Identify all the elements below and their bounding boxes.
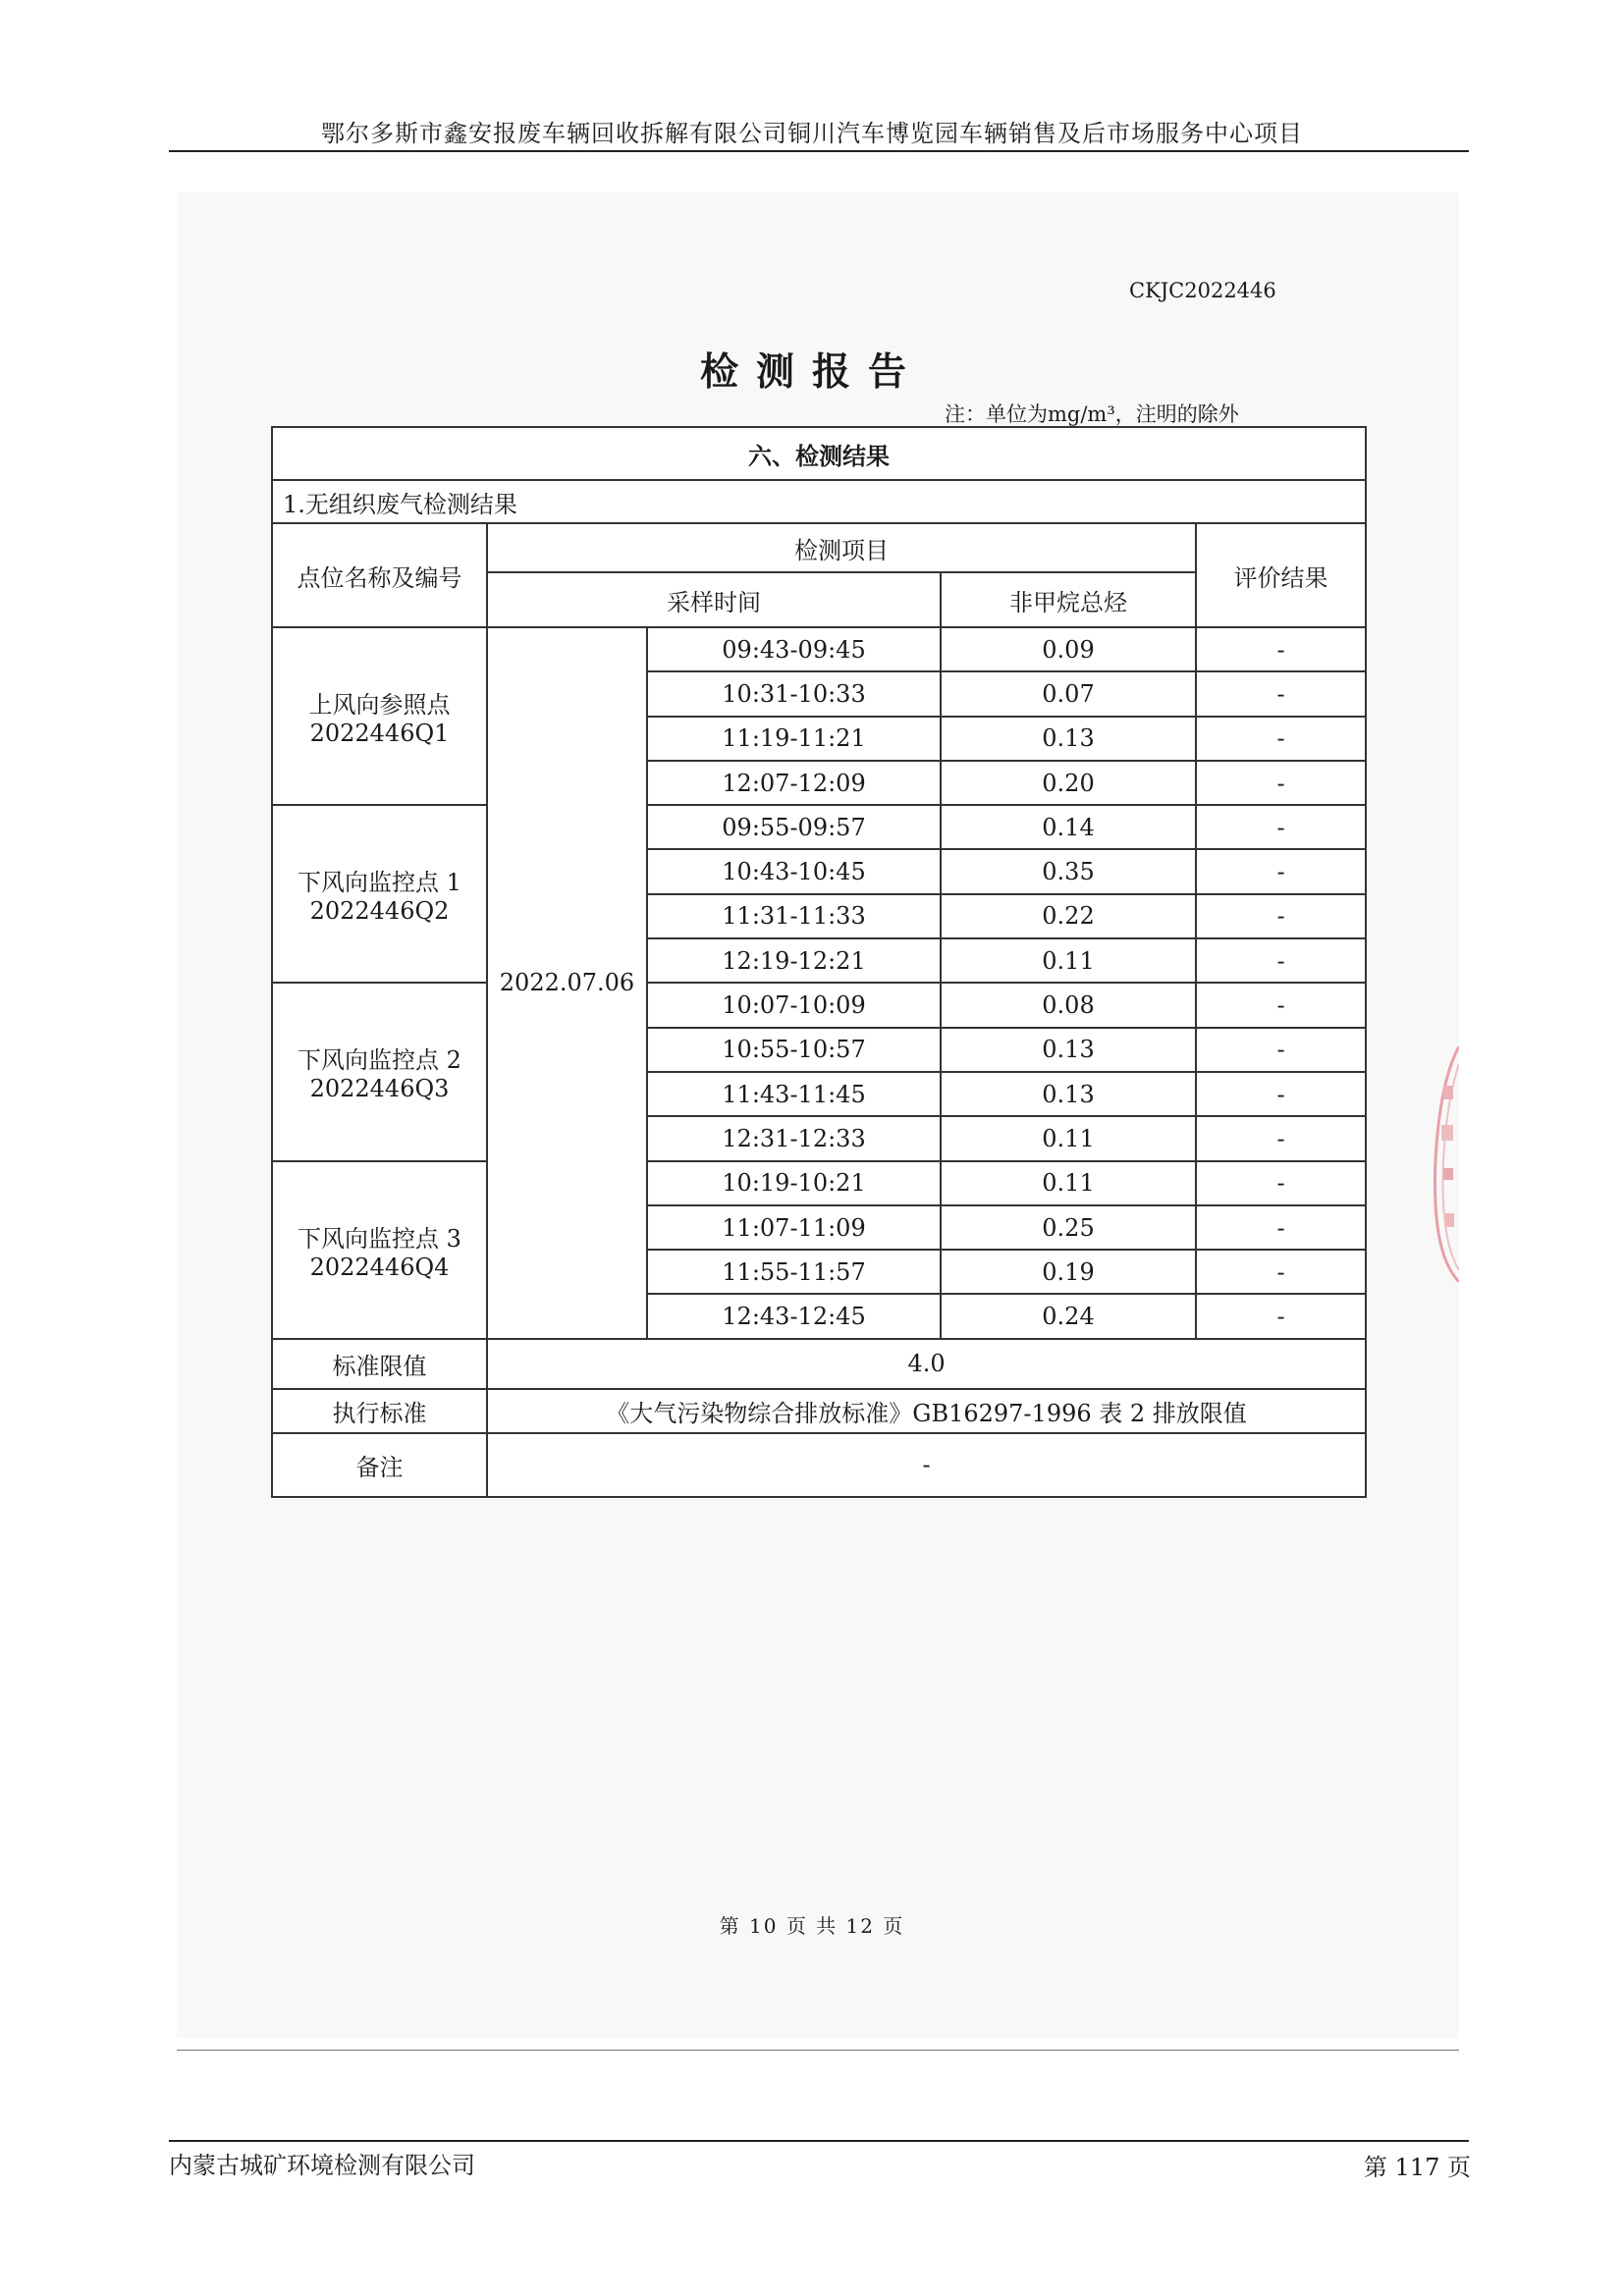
point-name-cell (272, 627, 487, 805)
evaluation-result: - (1196, 1072, 1366, 1116)
header-rule (169, 150, 1469, 152)
point-name: 上风向参照点 (308, 691, 451, 720)
subtitle-row (272, 480, 1366, 523)
evaluation-result: - (1196, 805, 1366, 849)
evaluation-result: - (1196, 849, 1366, 893)
table-row (272, 805, 1366, 849)
evaluation-result: - (1196, 983, 1366, 1027)
evaluation-result: - (1196, 671, 1366, 716)
evaluation-result: - (1196, 1161, 1366, 1205)
sample-time: 11:19-11:21 (647, 717, 941, 761)
section-title: 六、检测结果 (272, 427, 1366, 480)
standard-row (272, 1389, 1366, 1433)
nmhc-value: 0.13 (941, 1028, 1196, 1072)
sample-time: 11:55-11:57 (647, 1250, 941, 1294)
sample-time: 11:43-11:45 (647, 1072, 941, 1116)
evaluation-result: - (1196, 761, 1366, 805)
evaluation-result: - (1196, 717, 1366, 761)
header-parameter: 非甲烷总烃 (941, 572, 1196, 627)
sample-time: 10:43-10:45 (647, 849, 941, 893)
sample-time: 12:31-12:33 (647, 1116, 941, 1160)
standard-label: 执行标准 (272, 1389, 487, 1433)
header-sample-time: 采样时间 (487, 572, 941, 627)
section-title-row (272, 427, 1366, 480)
header-evaluation: 评价结果 (1196, 523, 1366, 627)
footer-page: 第 117 页 (1363, 2154, 1471, 2181)
evaluation-result: - (1196, 1205, 1366, 1250)
evaluation-result: - (1196, 1294, 1366, 1338)
sample-time: 10:07-10:09 (647, 983, 941, 1027)
point-code: 2022446Q1 (309, 720, 450, 748)
point-name: 下风向监控点 1 (298, 869, 461, 897)
evaluation-result: - (1196, 627, 1366, 671)
sample-time: 09:43-09:45 (647, 627, 941, 671)
nmhc-value: 0.11 (941, 938, 1196, 983)
results-table (271, 426, 1367, 1498)
sample-time: 10:31-10:33 (647, 671, 941, 716)
point-code: 2022446Q4 (309, 1253, 450, 1281)
nmhc-value: 0.13 (941, 717, 1196, 761)
point-code: 2022446Q2 (309, 897, 450, 926)
nmhc-value: 0.35 (941, 849, 1196, 893)
nmhc-value: 0.13 (941, 1072, 1196, 1116)
sample-time: 12:43-12:45 (647, 1294, 941, 1338)
nmhc-value: 0.19 (941, 1250, 1196, 1294)
nmhc-value: 0.24 (941, 1294, 1196, 1338)
point-name: 下风向监控点 3 (298, 1224, 461, 1253)
limit-row (272, 1339, 1366, 1389)
table-row (272, 1161, 1366, 1205)
nmhc-value: 0.11 (941, 1116, 1196, 1160)
red-seal-fragment (1432, 1046, 1459, 1282)
point-name: 下风向监控点 2 (298, 1046, 461, 1075)
report-number: CKJC2022446 (1129, 279, 1276, 302)
sample-time: 10:19-10:21 (647, 1161, 941, 1205)
point-name-cell (272, 805, 487, 983)
evaluation-result: - (1196, 894, 1366, 938)
evaluation-result: - (1196, 1250, 1366, 1294)
results-body (272, 627, 1366, 1339)
point-name-cell (272, 983, 487, 1160)
remark-value: - (487, 1433, 1366, 1497)
table-row (272, 983, 1366, 1027)
sample-time: 10:55-10:57 (647, 1028, 941, 1072)
footer-company: 内蒙古城矿环境检测有限公司 (169, 2152, 475, 2179)
report-title: 检测报告 (699, 349, 924, 395)
page-header: 鄂尔多斯市鑫安报废车辆回收拆解有限公司铜川汽车博览园车辆销售及后市场服务中心项目 (321, 120, 1303, 147)
table-row (272, 627, 1366, 671)
sample-time: 12:07-12:09 (647, 761, 941, 805)
sample-time: 12:19-12:21 (647, 938, 941, 983)
nmhc-value: 0.08 (941, 983, 1196, 1027)
scan-bottom-rule (177, 2050, 1459, 2051)
evaluation-result: - (1196, 1028, 1366, 1072)
footer-rule (169, 2140, 1469, 2142)
sample-time: 11:07-11:09 (647, 1205, 941, 1250)
header-items: 检测项目 (487, 523, 1196, 572)
evaluation-result: - (1196, 938, 1366, 983)
nmhc-value: 0.22 (941, 894, 1196, 938)
table-subtitle: 1.无组织废气检测结果 (272, 480, 1366, 523)
sample-time: 09:55-09:57 (647, 805, 941, 849)
unit-note: 注：单位为mg/m³，注明的除外 (945, 402, 1239, 426)
nmhc-value: 0.25 (941, 1205, 1196, 1250)
remark-row (272, 1433, 1366, 1497)
evaluation-result: - (1196, 1116, 1366, 1160)
nmhc-value: 0.11 (941, 1161, 1196, 1205)
header-row-1 (272, 523, 1366, 572)
sample-time: 11:31-11:33 (647, 894, 941, 938)
point-code: 2022446Q3 (309, 1075, 450, 1103)
header-point: 点位名称及编号 (272, 523, 487, 627)
page-number: 第 10 页 共 12 页 (719, 1914, 905, 1938)
nmhc-value: 0.07 (941, 671, 1196, 716)
limit-label: 标准限值 (272, 1339, 487, 1389)
nmhc-value: 0.09 (941, 627, 1196, 671)
standard-value: 《大气污染物综合排放标准》GB16297-1996 表 2 排放限值 (487, 1389, 1366, 1433)
nmhc-value: 0.14 (941, 805, 1196, 849)
sample-date: 2022.07.06 (487, 627, 647, 1339)
point-name-cell (272, 1161, 487, 1339)
limit-value: 4.0 (487, 1339, 1366, 1389)
nmhc-value: 0.20 (941, 761, 1196, 805)
remark-label: 备注 (272, 1433, 487, 1497)
